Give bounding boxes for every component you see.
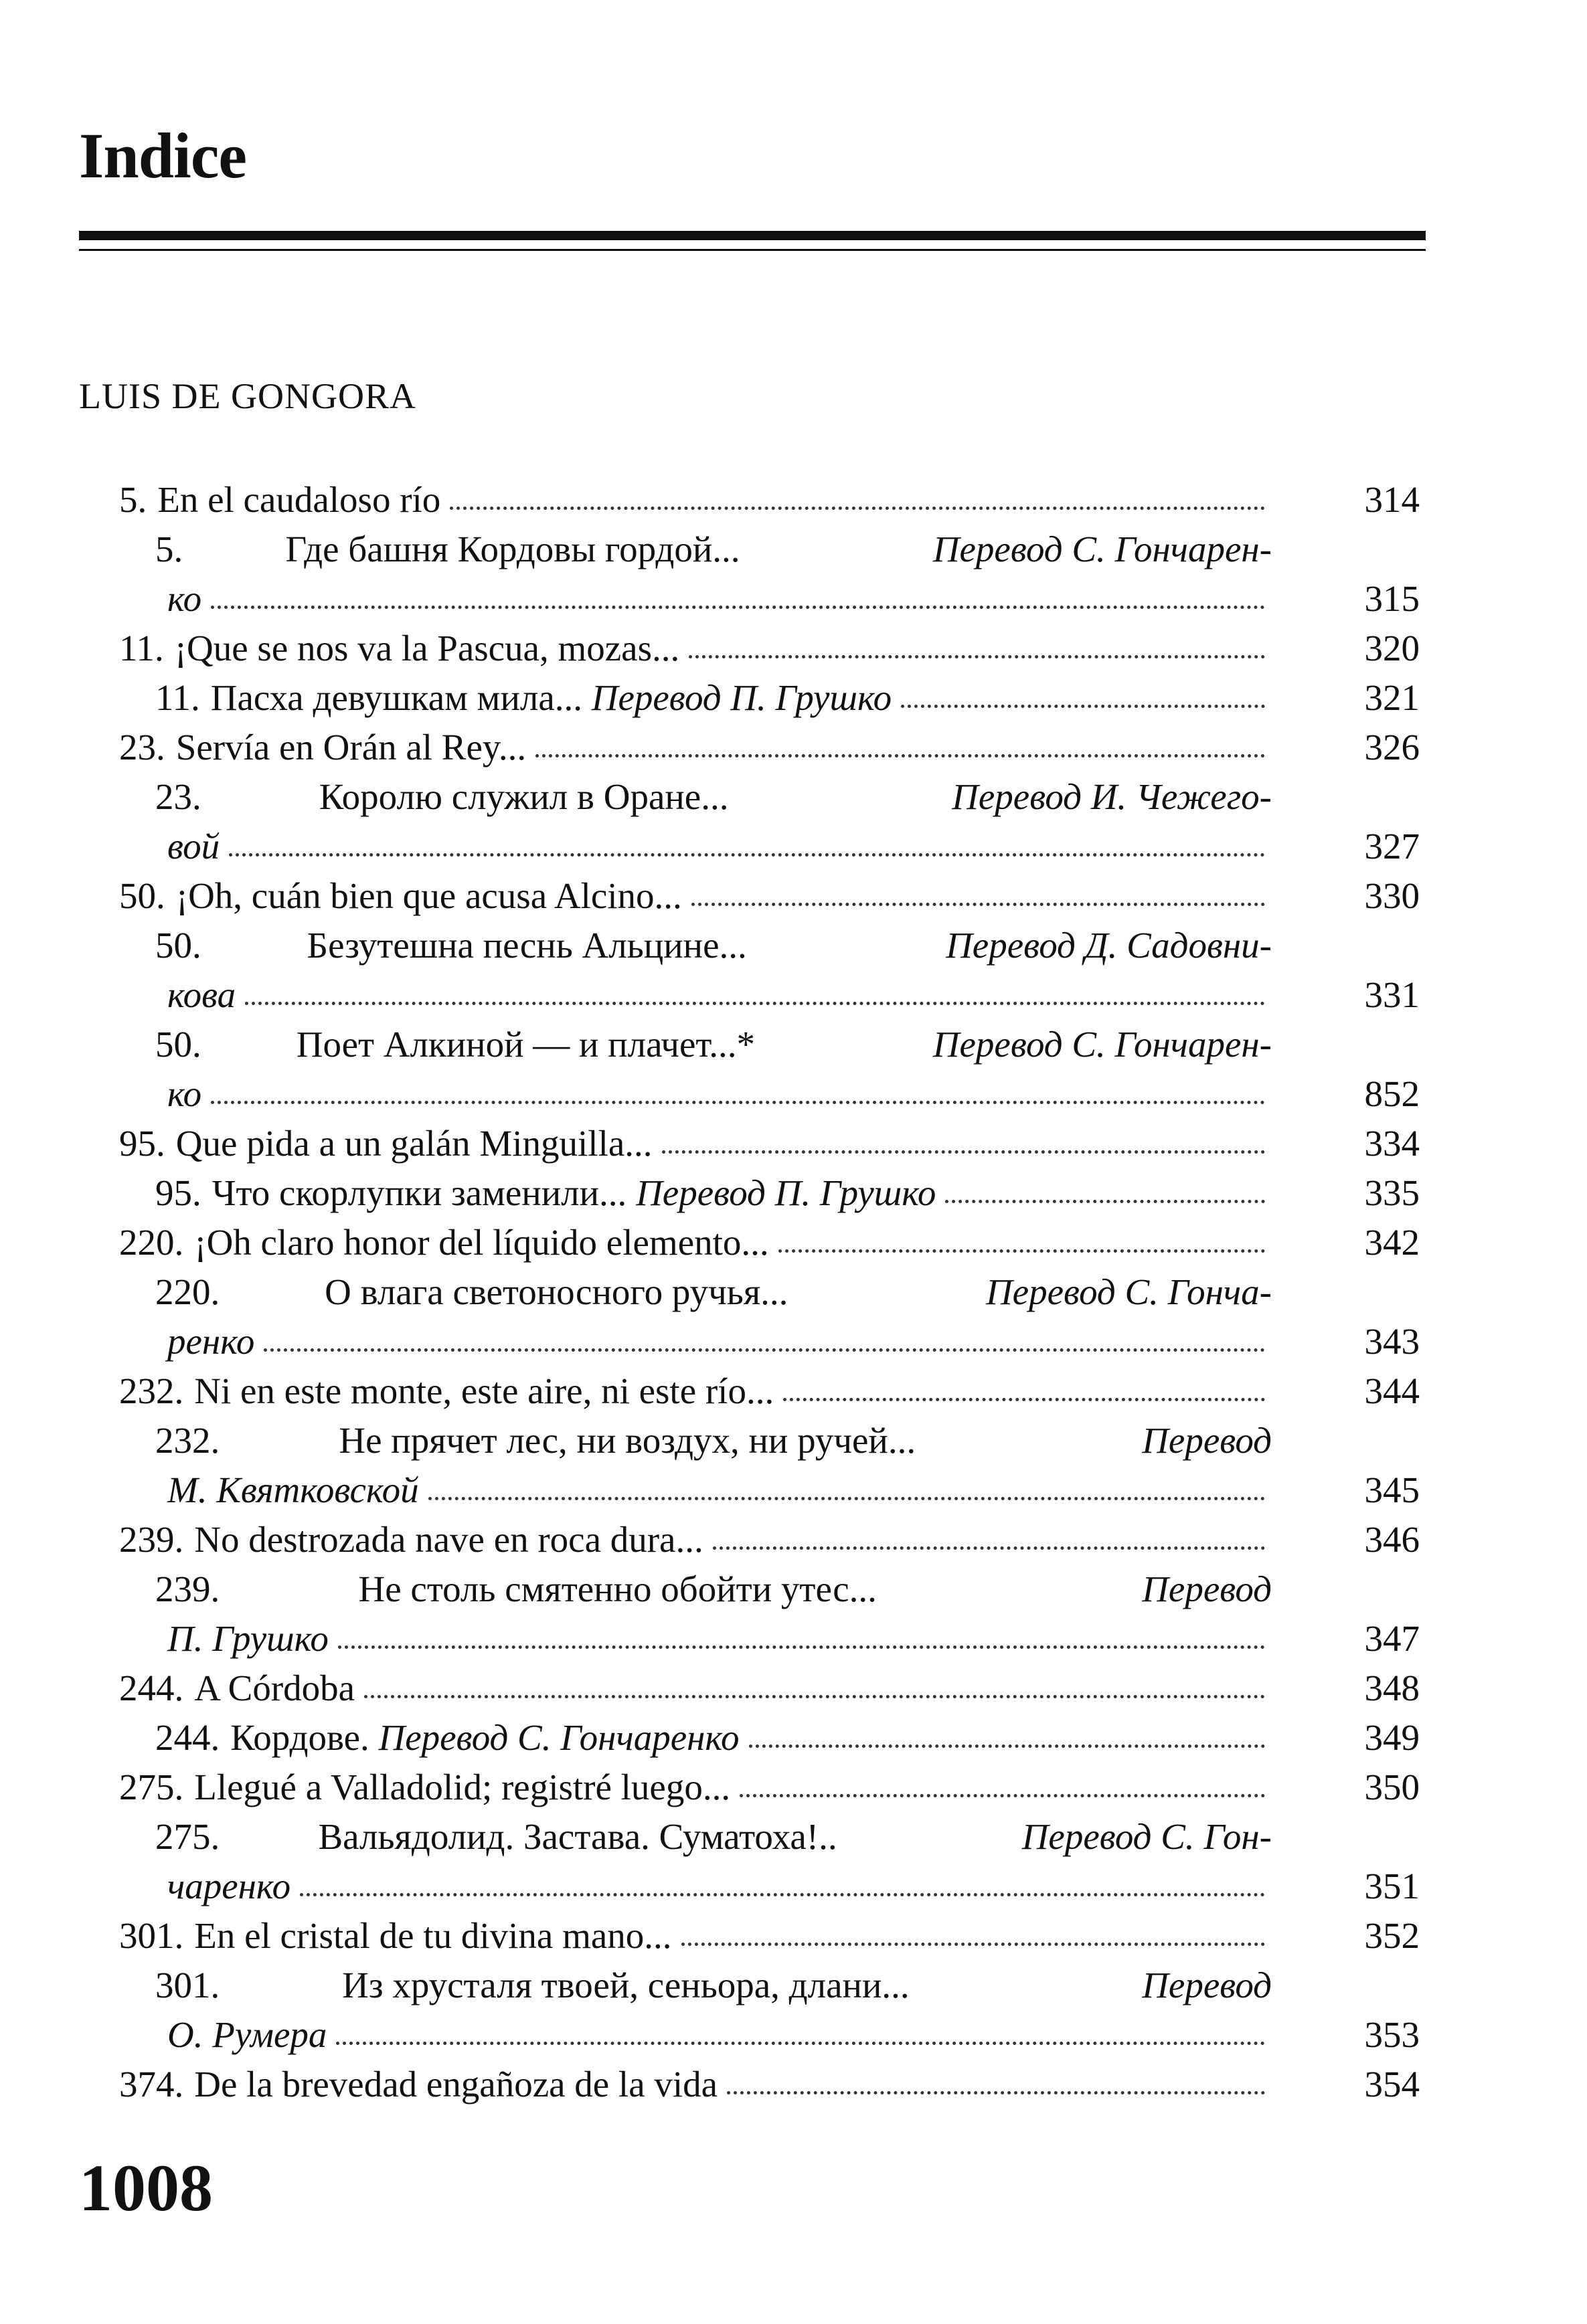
table-of-contents [0, 475, 1587, 2109]
entry-translator-continued: чаренко [167, 1866, 291, 1906]
entry-title: Кордове. [230, 1717, 369, 1758]
entry-translator: Перевод С. Гонча- [985, 1271, 1272, 1312]
entry-number: 23. [119, 727, 165, 768]
toc-entry-continuation [0, 2010, 1587, 2060]
entry-text [155, 1565, 1272, 1614]
entry-text [155, 525, 1272, 574]
entry-page: 326 [1364, 727, 1420, 768]
entry-translator-continued: ренко [167, 1321, 255, 1362]
entry-text [155, 1267, 1272, 1317]
entry-number: 23. [155, 776, 201, 817]
entry-text [119, 1515, 1272, 1565]
entry-number: 239. [155, 1569, 220, 1609]
toc-entry-continuation [0, 1862, 1587, 1911]
entry-title: Не столь смятенно обойти утес... [358, 1569, 877, 1609]
dot-leader [211, 606, 1265, 609]
dot-leader [535, 754, 1265, 757]
dot-leader [336, 2042, 1265, 2045]
entry-translator-continued: кова [167, 974, 236, 1015]
entry-number: 275. [155, 1816, 220, 1857]
entry-number: 95. [155, 1172, 201, 1213]
entry-title: Поет Алкиной — и плачет...* [296, 1024, 756, 1065]
toc-entry [0, 475, 1587, 525]
entry-title: Вальядолид. Застава. Суматоха!.. [318, 1816, 837, 1857]
toc-entry [0, 772, 1587, 822]
entry-translator: Перевод С. Гончарен- [932, 529, 1272, 569]
dot-leader [338, 1645, 1265, 1649]
dot-leader [689, 655, 1265, 658]
entry-text [119, 871, 1272, 921]
toc-entry [0, 921, 1587, 970]
entry-title: Llegué a Valladolid; registré luego... [194, 1767, 731, 1807]
entry-translator: Перевод Д. Садовни- [946, 925, 1272, 966]
entry-text [155, 1020, 1272, 1069]
entry-number: 95. [119, 1123, 165, 1164]
entry-text [167, 822, 1272, 871]
dot-leader [428, 1497, 1265, 1500]
entry-number: 11. [155, 677, 200, 718]
heading-rule-thin [79, 249, 1426, 251]
entry-page: 334 [1364, 1123, 1420, 1164]
entry-text [167, 970, 1272, 1020]
entry-page: 353 [1364, 2014, 1420, 2055]
toc-entry-continuation [0, 1069, 1587, 1119]
entry-number: 301. [119, 1915, 184, 1956]
entry-translator: Перевод П. Грушко [636, 1172, 936, 1213]
entry-translator: Перевод [1142, 1569, 1272, 1609]
entry-text [119, 1664, 1272, 1713]
entry-text [119, 723, 1272, 772]
entry-page: 331 [1364, 974, 1420, 1015]
toc-entry [0, 1713, 1587, 1763]
dot-leader [264, 1348, 1265, 1352]
entry-text [119, 1911, 1272, 1961]
entry-text [167, 1069, 1272, 1119]
toc-entry-continuation [0, 1614, 1587, 1664]
entry-text [119, 1366, 1272, 1416]
entry-text [119, 1218, 1272, 1267]
dot-leader [450, 507, 1265, 510]
entry-page: 351 [1364, 1866, 1420, 1906]
dot-leader [945, 1200, 1265, 1203]
dot-leader [662, 1150, 1265, 1154]
toc-entry [0, 1366, 1587, 1416]
toc-entry [0, 624, 1587, 673]
toc-entry-continuation [0, 970, 1587, 1020]
entry-text [119, 2060, 1272, 2109]
dot-leader [681, 1943, 1265, 1946]
entry-translator-continued: ко [167, 578, 202, 619]
entry-title: Que pida a un galán Minguilla... [175, 1123, 653, 1164]
dot-leader [727, 2091, 1265, 2094]
entry-text [155, 1961, 1272, 2010]
toc-entry [0, 1020, 1587, 1069]
entry-page: 349 [1364, 1717, 1420, 1758]
entry-title: Пасха девушкам мила... [210, 677, 583, 718]
entry-text [155, 1168, 1272, 1218]
entry-page: 321 [1364, 677, 1420, 718]
entry-translator: Перевод С. Гончарен- [932, 1024, 1272, 1065]
entry-number: 301. [155, 1965, 220, 2005]
entry-number: 11. [119, 628, 164, 668]
entry-title: ¡Oh, cuán bien que acusa Alcino... [175, 875, 682, 916]
entry-title: ¡Oh claro honor del líquido elemento... [194, 1222, 769, 1263]
entry-title: A Córdoba [194, 1668, 355, 1708]
entry-number: 220. [119, 1222, 184, 1263]
heading-rule-thick [79, 231, 1426, 240]
page-heading: Indice [79, 120, 247, 191]
entry-page: 320 [1364, 628, 1420, 668]
entry-text [155, 1416, 1272, 1465]
toc-entry [0, 1664, 1587, 1713]
entry-title: Королю служил в Оране... [319, 776, 729, 817]
dot-leader [211, 1101, 1265, 1104]
entry-text [119, 1119, 1272, 1168]
entry-text [167, 1465, 1272, 1515]
entry-text [155, 772, 1272, 822]
dot-leader [364, 1695, 1265, 1698]
entry-number: 50. [119, 875, 165, 916]
toc-entry-continuation [0, 1465, 1587, 1515]
entry-number: 50. [155, 925, 201, 966]
toc-entry [0, 1218, 1587, 1267]
entry-text [119, 1763, 1272, 1812]
entry-text [119, 624, 1272, 673]
entry-page: 348 [1364, 1668, 1420, 1708]
dot-leader [749, 1745, 1265, 1748]
entry-translator-continued: вой [167, 826, 220, 867]
entry-text [155, 1812, 1272, 1862]
entry-number: 232. [119, 1370, 184, 1411]
entry-title: Из хрусталя твоей, сеньора, длани... [342, 1965, 910, 2005]
entry-text [119, 475, 1272, 525]
entry-translator: Перевод С. Гончаренко [378, 1717, 740, 1758]
entry-page: 330 [1364, 875, 1420, 916]
entry-translator-continued: П. Грушко [167, 1618, 329, 1659]
toc-entry [0, 525, 1587, 574]
dot-leader [245, 1002, 1265, 1005]
entry-title: Где башня Кордовы гордой... [285, 529, 740, 569]
entry-page: 350 [1364, 1767, 1420, 1807]
entry-text [167, 1862, 1272, 1911]
entry-number: 220. [155, 1271, 220, 1312]
toc-entry [0, 1416, 1587, 1465]
toc-entry [0, 1168, 1587, 1218]
entry-translator: Перевод [1142, 1420, 1272, 1461]
entry-translator: Перевод И. Чежего- [952, 776, 1272, 817]
entry-title: De la brevedad engañoza de la vida [194, 2064, 718, 2105]
entry-page: 314 [1364, 479, 1420, 520]
entry-number: 5. [155, 529, 183, 569]
entry-page: 347 [1364, 1618, 1420, 1659]
entry-page: 345 [1364, 1469, 1420, 1510]
entry-page: 346 [1364, 1519, 1420, 1560]
entry-title: Не прячет лес, ни воздух, ни ручей... [339, 1420, 916, 1461]
toc-entry [0, 1119, 1587, 1168]
entry-translator-continued: М. Квятковской [167, 1469, 419, 1510]
entry-text [155, 921, 1272, 970]
toc-entry [0, 723, 1587, 772]
entry-number: 244. [119, 1668, 184, 1708]
entry-text [155, 673, 1272, 723]
entry-number: 5. [119, 479, 147, 520]
entry-translator-continued: О. Румера [167, 2014, 327, 2055]
entry-text [167, 1614, 1272, 1664]
entry-text [167, 574, 1272, 624]
entry-title: Что скорлупки заменили... [212, 1172, 627, 1213]
toc-entry [0, 1812, 1587, 1862]
page-number: 1008 [79, 2151, 213, 2225]
toc-entry [0, 673, 1587, 723]
dot-leader [901, 705, 1265, 708]
entry-number: 239. [119, 1519, 184, 1560]
dot-leader [740, 1794, 1265, 1797]
entry-page: 354 [1364, 2064, 1420, 2105]
entry-text [167, 2010, 1272, 2060]
entry-number: 374. [119, 2064, 184, 2105]
entry-number: 50. [155, 1024, 201, 1065]
entry-number: 244. [155, 1717, 220, 1758]
entry-page: 327 [1364, 826, 1420, 867]
entry-title: En el cristal de tu divina mano... [194, 1915, 672, 1956]
entry-page: 852 [1364, 1073, 1420, 1114]
toc-entry [0, 1961, 1587, 2010]
entry-translator: Перевод С. Гон- [1021, 1816, 1272, 1857]
dot-leader [300, 1893, 1265, 1896]
entry-title: En el caudaloso río [157, 479, 441, 520]
dot-leader [229, 853, 1265, 857]
entry-title: Безутешна песнь Альцине... [307, 925, 747, 966]
entry-title: ¡Que se nos va la Pascua, mozas... [174, 628, 680, 668]
entry-page: 343 [1364, 1321, 1420, 1362]
entry-text [167, 1317, 1272, 1366]
entry-page: 335 [1364, 1172, 1420, 1213]
toc-entry-continuation [0, 1317, 1587, 1366]
entry-text [155, 1713, 1272, 1763]
dot-leader [778, 1249, 1265, 1253]
entry-title: Servía en Orán al Rey... [175, 727, 527, 768]
dot-leader [691, 903, 1265, 906]
toc-entry [0, 1911, 1587, 1961]
entry-title: Ni en este monte, este aire, ni este río... [194, 1370, 774, 1411]
toc-entry [0, 1565, 1587, 1614]
entry-title: No destrozada nave en roca dura... [194, 1519, 703, 1560]
entry-title: О влага светоносного ручья... [325, 1271, 788, 1312]
dot-leader [783, 1398, 1265, 1401]
entry-translator-continued: ко [167, 1073, 202, 1114]
entry-page: 352 [1364, 1915, 1420, 1956]
section-author: LUIS DE GONGORA [79, 376, 416, 416]
entry-translator: Перевод П. Грушко [591, 677, 892, 718]
toc-entry [0, 1763, 1587, 1812]
entry-page: 342 [1364, 1222, 1420, 1263]
dot-leader [713, 1546, 1265, 1550]
entry-page: 315 [1364, 578, 1420, 619]
toc-entry [0, 871, 1587, 921]
toc-entry-continuation [0, 574, 1587, 624]
entry-number: 275. [119, 1767, 184, 1807]
toc-entry [0, 1515, 1587, 1565]
entry-number: 232. [155, 1420, 220, 1461]
toc-entry-continuation [0, 822, 1587, 871]
toc-entry [0, 1267, 1587, 1317]
toc-entry [0, 2060, 1587, 2109]
entry-translator: Перевод [1142, 1965, 1272, 2005]
entry-page: 344 [1364, 1370, 1420, 1411]
